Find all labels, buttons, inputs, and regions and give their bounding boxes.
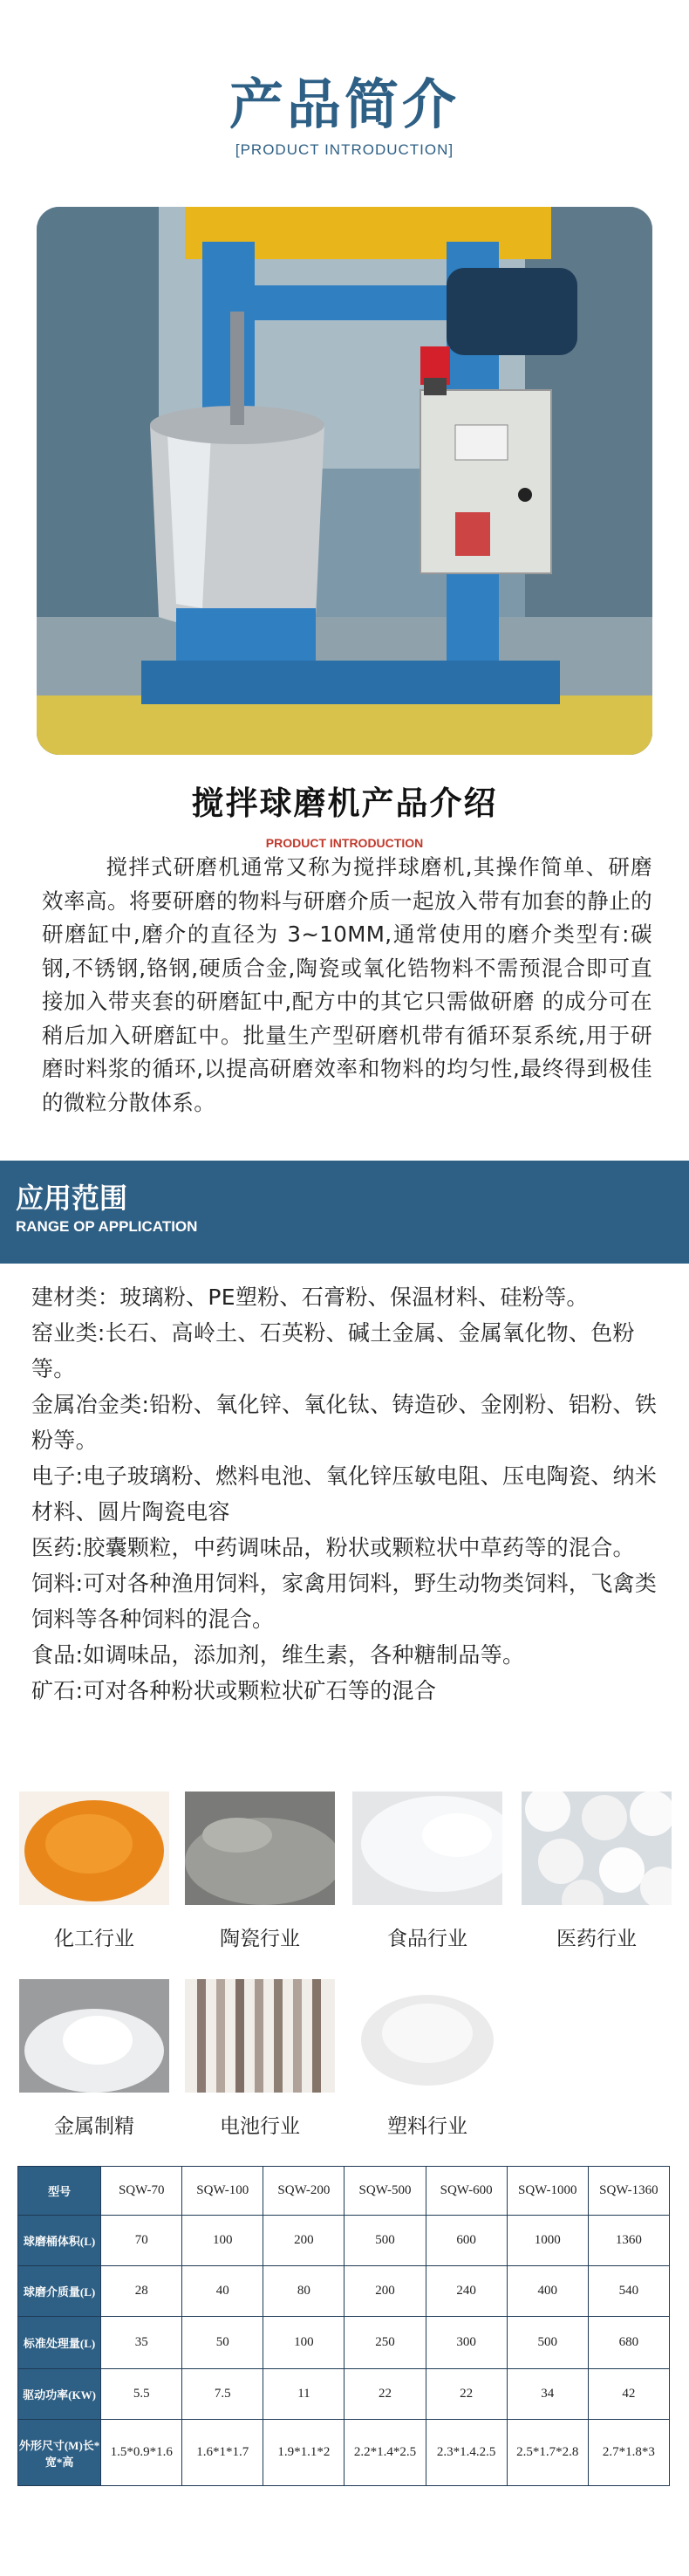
industry-card bbox=[522, 1792, 672, 1951]
spec-cell: 2.5*1.7*2.8 bbox=[507, 2420, 588, 2486]
spec-row bbox=[18, 2266, 670, 2317]
spec-cell: 600 bbox=[426, 2216, 507, 2266]
spec-cell: 240 bbox=[426, 2266, 507, 2317]
industry-label: 化工行业 bbox=[54, 1928, 134, 1950]
spec-row-label: 驱动功率(KW) bbox=[18, 2369, 101, 2420]
spec-header-cell: SQW-1360 bbox=[588, 2167, 669, 2216]
tablet-image bbox=[522, 1792, 672, 1905]
gray-powder-image bbox=[185, 1792, 335, 1905]
industry-label: 陶瓷行业 bbox=[220, 1928, 300, 1950]
spec-cell: 680 bbox=[588, 2317, 669, 2369]
spec-cell: 100 bbox=[182, 2216, 263, 2266]
spec-row bbox=[18, 2369, 670, 2420]
page-title: 产品简介 bbox=[229, 72, 460, 136]
spec-header-cell: SQW-100 bbox=[182, 2167, 263, 2216]
application-subtitle: RANGE OP APPLICATION bbox=[16, 1218, 198, 1235]
rods-image bbox=[185, 1979, 335, 2093]
intro-paragraph: 搅拌式研磨机通常又称为搅拌球磨机,其操作简单、研磨效率高。将要研磨的物料与研磨介质一起放入带有加套的静止的研磨缸中,磨介的直径为 3~10MM,通常使用的磨介类型有:碳钢,不锈钢,铬钢,硬质合金,陶瓷或氧化锆物料不需预混合即可直接加入带夹套的研磨缸中,配方中的其它只需做研磨 的成分可在稍后加入研磨缸中。批量生产型研磨机带有循环泵系统,用于研磨时料浆的循环,以提高研磨效率和物料的均匀性,最终得到极佳的微粒分散体系。 bbox=[42, 854, 652, 1115]
spec-cell: 250 bbox=[344, 2317, 426, 2369]
white-beads-image bbox=[352, 1979, 502, 2093]
spec-cell: 80 bbox=[263, 2266, 344, 2317]
intro-title: 搅拌球磨机产品介绍 bbox=[191, 784, 498, 822]
spec-cell: 2.2*1.4*2.5 bbox=[344, 2420, 426, 2486]
industry-card bbox=[185, 1792, 335, 1951]
spec-row-label: 球磨介质量(L) bbox=[18, 2266, 101, 2317]
application-item: 窑业类:长石、高岭土、石英粉、碱土金属、金属氧化物、色粉等。 bbox=[31, 1320, 635, 1381]
white-powder-image bbox=[19, 1979, 169, 2093]
spec-row bbox=[18, 2317, 670, 2369]
industry-card bbox=[19, 1792, 169, 1951]
application-item: 饲料:可对各种渔用饲料，家禽用饲料，野生动物类饲料，飞禽类饲料等各种饲料的混合。 bbox=[31, 1571, 658, 1632]
page-subtitle: [PRODUCT INTRODUCTION] bbox=[235, 141, 454, 158]
application-item: 金属冶金类:铅粉、氧化锌、氧化钛、铸造砂、金刚粉、铝粉、铁粉等。 bbox=[31, 1392, 658, 1453]
spec-cell: 28 bbox=[101, 2266, 182, 2317]
white-granule-image bbox=[352, 1792, 502, 1905]
spec-cell: 11 bbox=[263, 2369, 344, 2420]
spec-header-cell: SQW-200 bbox=[263, 2167, 344, 2216]
application-banner bbox=[0, 1161, 689, 1264]
spec-cell: 35 bbox=[101, 2317, 182, 2369]
spec-cell: 500 bbox=[507, 2317, 588, 2369]
industry-label: 医药行业 bbox=[556, 1928, 637, 1950]
industry-label: 塑料行业 bbox=[387, 2115, 467, 2138]
spec-cell: 50 bbox=[182, 2317, 263, 2369]
spec-cell: 34 bbox=[507, 2369, 588, 2420]
spec-header-cell: SQW-600 bbox=[426, 2167, 507, 2216]
spec-cell: 1.6*1*1.7 bbox=[182, 2420, 263, 2486]
spec-cell: 22 bbox=[344, 2369, 426, 2420]
spec-row bbox=[18, 2420, 670, 2486]
industry-card bbox=[19, 1979, 169, 2139]
spec-row bbox=[18, 2216, 670, 2266]
spec-row-label: 球磨桶体积(L) bbox=[18, 2216, 101, 2266]
spec-header-row bbox=[18, 2167, 670, 2216]
machine-photo bbox=[37, 207, 652, 755]
industry-label: 金属制精 bbox=[54, 2115, 134, 2138]
application-list bbox=[31, 1264, 668, 1709]
spec-cell: 1.9*1.1*2 bbox=[263, 2420, 344, 2486]
application-item: 矿石:可对各种粉状或颗粒状矿石等的混合 bbox=[31, 1678, 437, 1703]
spec-cell: 200 bbox=[344, 2266, 426, 2317]
spec-table bbox=[17, 2166, 670, 2486]
application-item: 电子:电子玻璃粉、燃料电池、氧化锌压敏电阻、压电陶瓷、纳米材料、圆片陶瓷电容 bbox=[31, 1463, 658, 1524]
industry-card bbox=[352, 1979, 502, 2139]
spec-cell: 100 bbox=[263, 2317, 344, 2369]
spec-cell: 1000 bbox=[507, 2216, 588, 2266]
spec-cell: 540 bbox=[588, 2266, 669, 2317]
spec-cell: 400 bbox=[507, 2266, 588, 2317]
spec-cell: 22 bbox=[426, 2369, 507, 2420]
spec-cell: 1360 bbox=[588, 2216, 669, 2266]
spec-header-cell: SQW-1000 bbox=[507, 2167, 588, 2216]
application-item: 建材类：玻璃粉、PE塑粉、石膏粉、保温材料、硅粉等。 bbox=[31, 1285, 589, 1310]
spec-cell: 200 bbox=[263, 2216, 344, 2266]
spec-cell: 1.5*0.9*1.6 bbox=[101, 2420, 182, 2486]
spec-header-cell: SQW-500 bbox=[344, 2167, 426, 2216]
spec-cell: 70 bbox=[101, 2216, 182, 2266]
spec-cell: 40 bbox=[182, 2266, 263, 2317]
industry-label: 食品行业 bbox=[387, 1928, 467, 1950]
spec-cell: 2.3*1.4.2.5 bbox=[426, 2420, 507, 2486]
spec-header-cell: SQW-70 bbox=[101, 2167, 182, 2216]
industry-card bbox=[352, 1792, 502, 1951]
application-title: 应用范围 bbox=[16, 1182, 128, 1215]
spec-header-cell: 型号 bbox=[18, 2167, 101, 2216]
industry-card bbox=[185, 1979, 335, 2139]
spec-cell: 7.5 bbox=[182, 2369, 263, 2420]
spec-cell: 500 bbox=[344, 2216, 426, 2266]
spec-row-label: 外形尺寸(M)长*宽*高 bbox=[18, 2420, 101, 2486]
spec-row-label: 标准处理量(L) bbox=[18, 2317, 101, 2369]
spec-cell: 42 bbox=[588, 2369, 669, 2420]
application-item: 医药:胶囊颗粒，中药调味品，粉状或颗粒状中草药等的混合。 bbox=[31, 1535, 635, 1560]
spec-cell: 2.7*1.8*3 bbox=[588, 2420, 669, 2486]
industry-label: 电池行业 bbox=[220, 2115, 300, 2138]
orange-powder-image bbox=[19, 1792, 169, 1905]
spec-cell: 300 bbox=[426, 2317, 507, 2369]
application-item: 食品:如调味品，添加剂，维生素，各种糖制品等。 bbox=[31, 1642, 525, 1668]
spec-cell: 5.5 bbox=[101, 2369, 182, 2420]
intro-subtitle: PRODUCT INTRODUCTION bbox=[265, 836, 424, 850]
